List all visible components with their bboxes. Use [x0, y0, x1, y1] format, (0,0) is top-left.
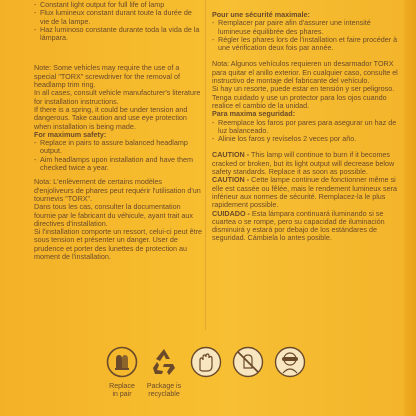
- recycle-caption: [134, 383, 194, 399]
- list-item: - Régler les phares lors de l'installation et faire procéder à une vérification deux fois par année.: [212, 36, 400, 53]
- caution-es: [212, 210, 400, 243]
- left-column: [34, 1, 202, 261]
- note-fr: Nota: L'enlèvement de certains modèles d'enjoliveurs de phares peut requérir l'utilisation d'un tournevis "TORX".: [34, 177, 201, 203]
- note-fr-3: Si l'installation comporte un ressort, celui-ci peut être sous tension et présenter un danger. User de prudence et porter des lunettes de protection au moment de l'installation.: [34, 227, 202, 262]
- safety-item: Reemplace los faros por pares para asegurar un haz de luz balanceado.: [218, 117, 397, 135]
- list-item: - Constant light output for full life of lamp: [34, 1, 202, 9]
- fr-safety-title: Pour une sécurité maximale:: [212, 10, 310, 19]
- caution-fr: [212, 176, 400, 209]
- safety-item: Alinie los faros y revíselos 2 veces por año.: [218, 134, 357, 144]
- no-touch-glass-icon: [232, 346, 264, 378]
- es-safety-title: Para maxima seguridad:: [212, 109, 296, 119]
- recycle-icon: [148, 346, 180, 378]
- eye-protection-icon: [274, 346, 306, 378]
- caution-label: CAUTION -: [212, 150, 250, 160]
- note-en-2: In all cases, consult vehicle manufacturer's literature for installation instructions.: [34, 88, 201, 106]
- caption-line: Replace: [109, 383, 135, 390]
- list-item: - Haz luminoso constante durante toda la vida de la lámpara.: [34, 26, 202, 43]
- caution-label: CUIDADO -: [212, 208, 250, 218]
- feature-text: Constant light output for full life of lamp: [40, 0, 165, 9]
- note-en-3: If there is a spring, it could be under tension and dangerous. Take caution and use eye protection when installation is being made.: [34, 104, 188, 131]
- wear-gloves-icon: [190, 346, 222, 378]
- caution-label: CAUTION -: [212, 175, 250, 185]
- list-item: - Reemplace los faros por pares para asegurar un haz de luz balanceado.: [212, 119, 400, 136]
- safety-item: Replace in pairs to assure balanced headlamp output.: [40, 138, 188, 156]
- caution-en: [212, 151, 400, 176]
- caution-text: Esta lámpara continuará iluminando si se cuartea o se rompe, pero su capacidad de iluminación disminuirá y estará por debajo de los estándares de seguridad. Cámbiela lo antes posible.: [212, 208, 385, 243]
- note-es-2: Si hay un resorte, puede estar en tensión y ser peligroso. Tenga cuidado y use un protector para los ojos cuando realice el cambio de la unidad.: [212, 84, 395, 110]
- safety-item: Aim headlamps upon installation and have them checked twice a year.: [40, 154, 194, 173]
- caption-line: Package is: [146, 383, 182, 390]
- list-item: - Flux lumineux constant durant toute la durée de vie de la lampe.: [34, 9, 202, 26]
- feature-text: Haz luminoso constante durante toda la vida de la lámpara.: [40, 24, 200, 43]
- caution-text: This lamp will continue to burn if it becomes cracked or broken, but its light output will decrease below safety standards. Replace it as soon as possible.: [212, 150, 395, 177]
- caption-line: in pair: [112, 391, 132, 398]
- caution-text: Cette lampe continue de fonctionner même si elle est cassée ou fêlée, mais le rendement lumineux sera inférieur aux normes de sécurité. Remplacez-la le plus rapidement possible.: [212, 175, 397, 210]
- note-en: Note: Some vehicles may require the use of a special "TORX" screwdriver for the removal of headlamp trim ring.: [34, 63, 180, 90]
- column-divider: [205, 0, 206, 330]
- list-item: - Aim headlamps upon installation and have them checked twice a year.: [34, 156, 202, 173]
- safety-item: Remplacer par paire afin d'assurer une intensité lumineuse équilibrée des phares.: [218, 18, 371, 36]
- caption-line: recyclable: [148, 391, 180, 398]
- feature-text: Flux lumineux constant durant toute la durée de vie de la lampe.: [40, 8, 192, 26]
- replace-in-pair-icon: [106, 346, 138, 378]
- safety-title: For maximum safety:: [34, 129, 107, 139]
- icon-row: [0, 346, 416, 416]
- list-item: - Remplacer par paire afin d'assurer une intensité lumineuse équilibrée des phares.: [212, 19, 400, 36]
- right-column: [212, 11, 400, 243]
- note-fr-2: Dans tous les cas, consulter la documentation fournie par le fabricant du véhicule, ayant trait aux directives d'installation.: [34, 202, 194, 228]
- list-item: - Replace in pairs to assure balanced headlamp output.: [34, 139, 202, 156]
- note-es: Nota: Algunos vehículos requieren un desarmador TORX para quitar el anillo exterior. En cualquier caso, consulte el instructivo de montaje del fabricante del vehículo.: [212, 59, 398, 86]
- safety-item: Régler les phares lors de l'installation et faire procéder à une vérification deux fois par année.: [218, 34, 398, 53]
- list-item: - Alinie los faros y revíselos 2 veces por año.: [212, 135, 400, 143]
